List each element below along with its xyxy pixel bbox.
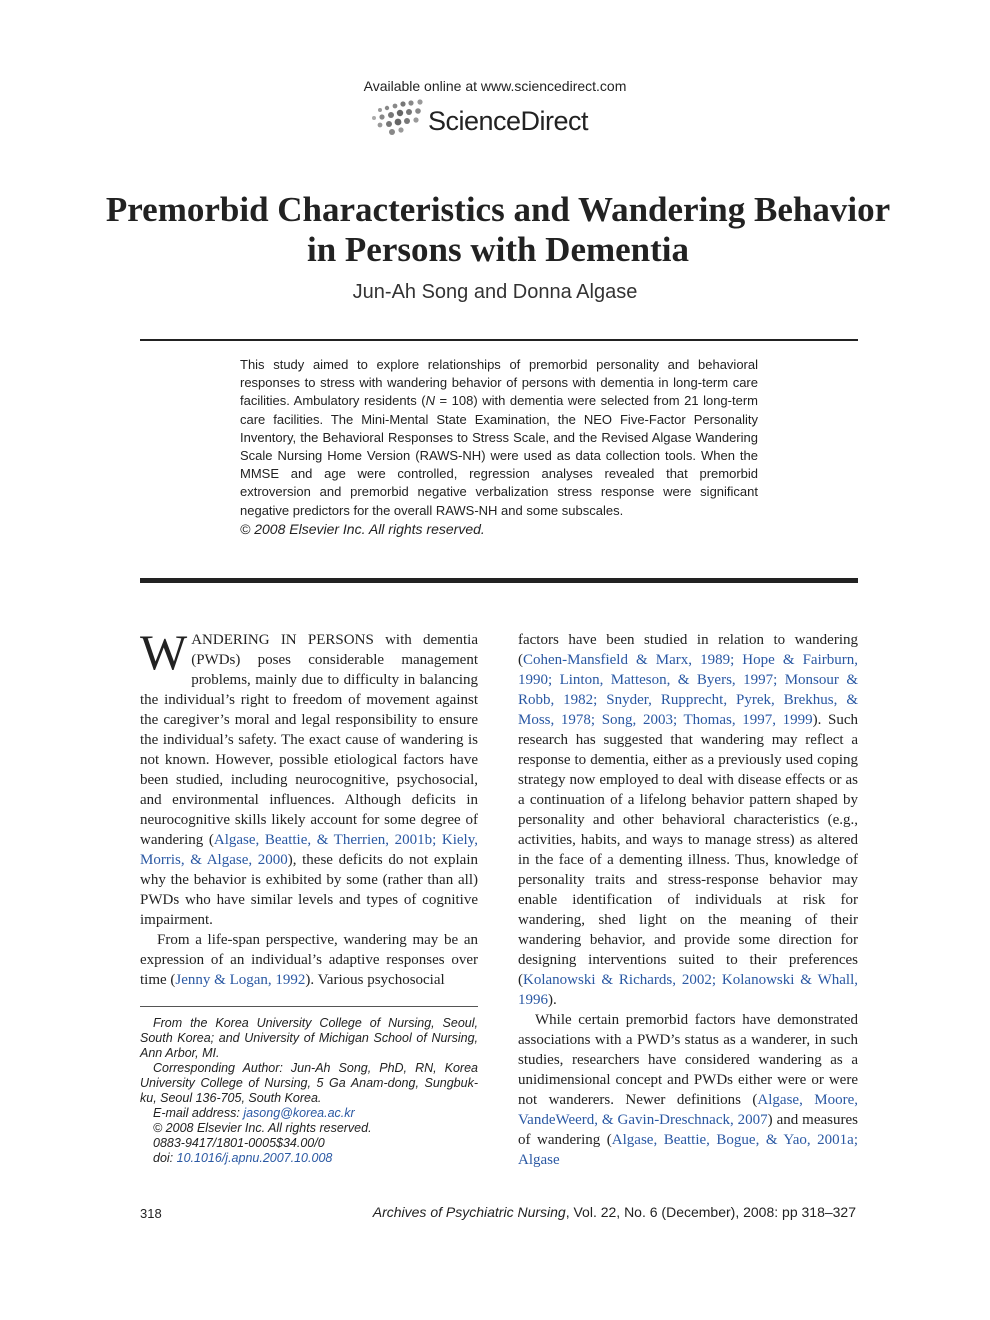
abstract-text-part-a: This study aimed to explore relationships of premorbid personality and behavioral responses to stress with wandering behavior of persons with dementia in long-term care facilities. Ambulatory residents (	[240, 357, 758, 409]
abstract-top-rule	[140, 339, 858, 341]
citation-link[interactable]: Cohen-Mansfield & Marx, 1989; Hope & Fairburn, 1990; Linton, Matteson, & Byers, 1997; Monsour & Robb, 1982; Snyder, Rupprecht, Pyrek, Brekhus, & Moss, 1978; Song, 2003; Thomas, 1997, 1999	[518, 652, 858, 728]
paragraph-text: ).	[548, 992, 557, 1008]
citation-link[interactable]: Kolanowski & Richards, 2002; Kolanowski & Whall, 1996	[518, 972, 858, 1008]
journal-details: , Vol. 22, No. 6 (December), 2008: pp 318–327	[565, 1204, 856, 1220]
citation-link[interactable]: Algase, Beattie, & Therrien, 2001b; Kiely, Morris, & Algase, 2000	[140, 832, 478, 868]
available-online-text: Available online at www.sciencedirect.com	[363, 78, 627, 94]
citation-link[interactable]: Jenny & Logan, 1992	[175, 972, 306, 988]
abstract-n-symbol: N	[425, 393, 435, 409]
footnote-rule	[140, 1006, 478, 1007]
footnote-email	[140, 1106, 478, 1121]
paragraph-text: While certain premorbid factors have demonstrated associations with a PWD’s status as a wanderer, in such studies, researchers have considered wandering as a unidimensional concept and PWDs either were or were not wanderers. Newer definitions (	[518, 1012, 858, 1108]
abstract-text	[240, 356, 758, 520]
paragraph-text: From a life-span perspective, wandering may be an expression of an individual’s adaptive responses over time (	[140, 932, 478, 988]
paragraph-text: ANDERING IN PERSONS with dementia (PWDs) poses considerable management problems, mainly due to difficulty in balancing the individual’s right to freedom of movement against the caregiver’s moral and legal responsibility to ensure the individual’s safety. The exact cause of wandering is not known. However, possible etiological factors have been studied, including neurocognitive, psychosocial, and environmental influences. Although deficits in neurocognitive skills likely account for some degree of wandering (	[140, 632, 478, 848]
logo-wordmark: ScienceDirect	[428, 106, 589, 136]
page-number: 318	[140, 1206, 162, 1221]
abstract-text-part-b: = 108) with dementia were selected from 21 long-term care facilities. The Mini-Mental State Examination, the NEO Five-Factor Personality Inventory, the Behavioral Responses to Stress Scale, and the Revised Algase Wandering Scale Nursing Home Version (RAWS-NH) were used as data collection tools. When the MMSE and age were controlled, regression analyses revealed that premorbid extroversion and premorbid negative verbalization stress response were significant negative predictors for the overall RAWS-NH and some subscales.	[240, 393, 758, 518]
citation-link[interactable]: Algase, Moore, VandeWeerd, & Gavin-Dreschnack, 2007	[518, 1092, 858, 1128]
footnote-doi	[140, 1151, 478, 1166]
paragraph	[518, 1010, 858, 1170]
article-authors: Jun-Ah Song and Donna Algase	[352, 281, 638, 303]
paragraph	[140, 930, 478, 990]
footnote-corresponding-author: Corresponding Author: Jun-Ah Song, PhD, RN, Korea University College of Nursing, 5 Ga Anam-dong, Sungbuk-ku, Seoul 136-705, South Korea.	[140, 1061, 478, 1105]
paragraph-text: ), these deficits do not explain why the behavior is exhibited by some (rather than all) PWDs who have similar levels and types of cognitive impairment.	[140, 852, 478, 928]
footnote-affiliation: From the Korea University College of Nursing, Seoul, South Korea; and University of Michigan School of Nursing, Ann Arbor, MI.	[140, 1016, 478, 1060]
journal-name: Archives of Psychiatric Nursing	[372, 1204, 566, 1220]
footnote-issn: 0883-9417/1801-0005$34.00/0	[153, 1136, 325, 1150]
footnote-copyright: © 2008 Elsevier Inc. All rights reserved.	[153, 1121, 372, 1135]
doi-link[interactable]: 10.1016/j.apnu.2007.10.008	[176, 1151, 333, 1165]
paragraph	[518, 630, 858, 1010]
sciencedirect-dots-icon	[370, 98, 428, 142]
paragraph-text: ). Such research has suggested that wandering may reflect a response to dementia, either as a previously used coping strategy now employed to deal with disease effects or as a continuation of a lifelong behavior pattern shaped by personality and other behavioral characteristics (e.g., activities, habits, and ways to manage stress) as altered in the face of a dementing illness. Thus, knowledge of personality traits and stress-response behavior may enable identification of individuals at risk for wandering, shed light on the meaning of their wandering behavior, and provide some direction for designing interventions suited to their preferences (	[518, 712, 858, 988]
journal-citation	[300, 1204, 856, 1220]
abstract-bottom-rule	[140, 578, 858, 583]
email-label: E-mail address:	[153, 1106, 244, 1120]
abstract	[240, 356, 758, 538]
paragraph-text: ) and measures of wandering (	[518, 1112, 858, 1148]
footnote	[140, 1016, 478, 1166]
abstract-copyright: © 2008 Elsevier Inc. All rights reserved.	[240, 520, 485, 537]
drop-cap: W	[140, 624, 188, 680]
body-column-left	[140, 624, 478, 990]
body-column-right	[518, 630, 858, 1170]
article-title: Premorbid Characteristics and Wandering Behavior in Persons with Dementia	[105, 190, 891, 269]
paragraph	[140, 624, 478, 930]
sciencedirect-logo[interactable]	[370, 98, 620, 142]
paragraph-text: ). Various psychosocial	[305, 972, 445, 988]
doi-label: doi:	[153, 1151, 177, 1165]
citation-link[interactable]: Algase, Beattie, Bogue, & Yao, 2001a; Algase	[518, 1132, 858, 1168]
paragraph-text: factors have been studied in relation to wandering (	[518, 632, 858, 668]
email-link[interactable]: jasong@korea.ac.kr	[243, 1106, 355, 1120]
